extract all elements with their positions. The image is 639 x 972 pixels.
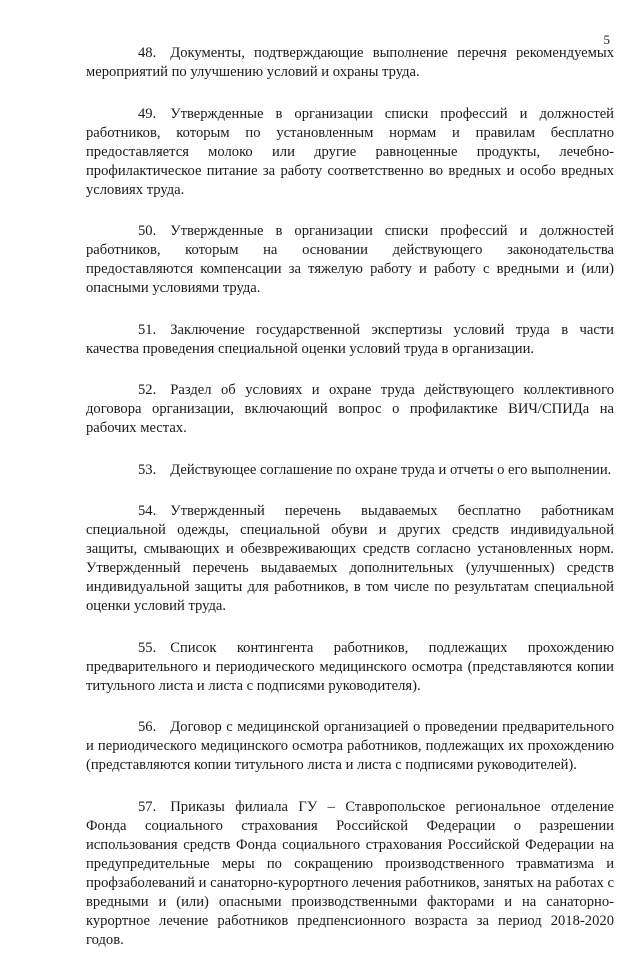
item-number: 53. xyxy=(138,461,157,478)
list-item xyxy=(86,718,614,775)
item-number: 56. xyxy=(138,719,157,735)
item-text: Утвержденные в организации списки профессий и должностей работников, которым на основании действующего законодательства предоставляются компенсации за тяжелую работу и работу с вредными и (или) опасными условиями труда. xyxy=(86,223,614,296)
list-item xyxy=(86,381,614,438)
document-body xyxy=(86,44,614,972)
item-number: 49. xyxy=(138,105,157,122)
list-item xyxy=(86,798,614,950)
item-number: 55. xyxy=(138,639,157,656)
list-item xyxy=(86,461,614,480)
page-number: 5 xyxy=(603,32,610,47)
item-number: 50. xyxy=(138,223,157,239)
list-item xyxy=(86,502,614,616)
item-text: Приказы филиала ГУ – Ставропольское региональное отделение Фонда социального страхования Российской Федерации о разрешении использования средств Фонда социального страхования Российской Федерации на предупредительные меры по сокращению производственного травматизма и профзаболеваний и санаторно-курортного лечения работников, занятых на работах с вредными и (или) опасными производственными факторами и на санаторно-курортное лечение работников предпенсионного возраста за период 2018-2020 годов. xyxy=(86,798,614,948)
item-number: 52. xyxy=(138,382,157,398)
item-text: Договор с медицинской организацией о проведении предварительного и периодического медицинского осмотра работников, подлежащих их прохождению (представляются копии титульного листа и листа с подписями руководителей). xyxy=(86,719,614,773)
item-text: Заключение государственной экспертизы условий труда в части качества проведения специальной оценки условий труда в организации. xyxy=(86,321,614,357)
item-text: Утвержденные в организации списки профессий и должностей работников, которым по установленным нормам и правилам бесплатно предоставляется молоко или другие равноценные продукты, лечебно-профилактическое питание за работу соответственно во вредных и особо вредных условиях труда. xyxy=(86,105,614,198)
item-number: 51. xyxy=(138,321,157,338)
list-item xyxy=(86,321,614,359)
item-number: 54. xyxy=(138,503,157,519)
item-text: Утвержденный перечень выдаваемых бесплатно работникам специальной одежды, специальной обуви и других средств индивидуальной защиты, смывающих и обезвреживающих средств согласно установленных норм. Утвержденный перечень выдаваемых дополнительных (улучшенных) средств индивидуальной защиты для работников, в том числе по результатам специальной оценки условий труда. xyxy=(86,503,614,614)
item-number: 48. xyxy=(138,45,157,61)
list-item xyxy=(86,105,614,200)
item-text: Действующее соглашение по охране труда и отчеты о его выполнении. xyxy=(170,461,612,478)
item-number: 57. xyxy=(138,798,157,815)
item-text: Список контингента работников, подлежащих прохождению предварительного и периодического медицинского осмотра (представляются копии титульного листа и листа с подписями руководителя). xyxy=(86,639,614,694)
list-item xyxy=(86,44,614,82)
item-text: Раздел об условиях и охране труда действующего коллективного договора организации, включающий вопрос о профилактике ВИЧ/СПИДа на рабочих местах. xyxy=(86,382,614,436)
item-text: Документы, подтверждающие выполнение перечня рекомендуемых мероприятий по улучшению условий и охраны труда. xyxy=(86,45,614,80)
list-item xyxy=(86,639,614,696)
list-item xyxy=(86,222,614,298)
